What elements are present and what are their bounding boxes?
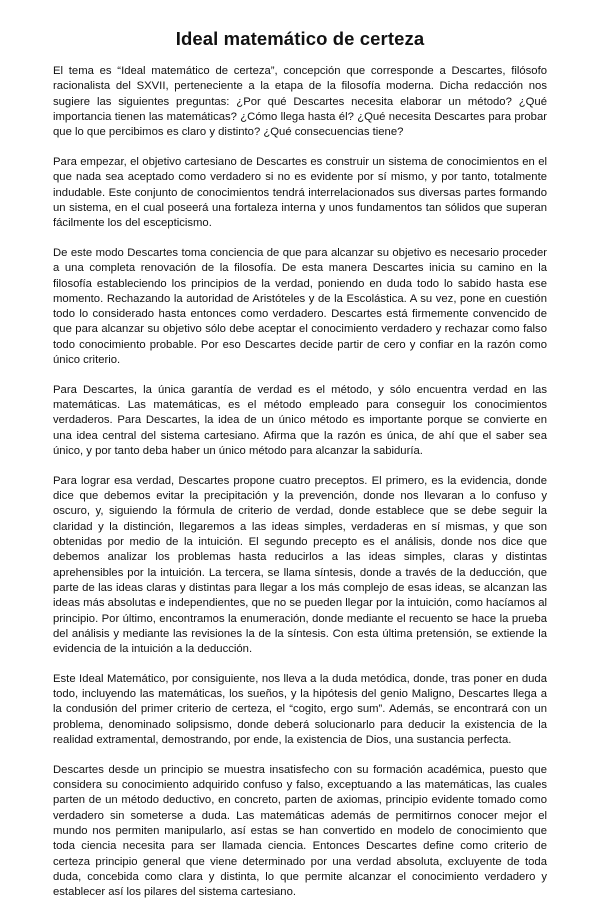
paragraph-methodical-doubt: Este Ideal Matemático, por consiguiente, nos lleva a la duda metódica, donde, tras poner en duda todo, incluyendo las matemáticas, los sueños, y la hipótesis del genio Maligno, Descartes llega a la condusión del primer criterio de certeza, el “cogito, ergo sum”. Además, se encontrará con un problema, denominado solipsismo, donde deberá solucionarlo para deducir la existencia de la realidad extramental, demostrando, por ende, la existencia de Dios, una sustancia perfecta.: [53, 672, 547, 747]
paragraph-introduction: El tema es “Ideal matemático de certeza”, concepción que corresponde a Descartes, filósofo racionalista del SXVII, perteneciente a la etapa de la filosofía moderna. Dicha redacción nos sugiere las siguientes preguntas: ¿Por qué Descartes necesita elaborar un método? ¿Qué importancia tienen las matemáticas? ¿Cómo llega hasta él? ¿Qué necesita Descartes para probar que lo que percibimos es claro y distinto? ¿Qué consecuencias tiene?: [53, 65, 547, 139]
document-title: Ideal matemático de certeza: [175, 28, 425, 49]
paragraph-method: Para Descartes, la única garantía de verdad es el método, y sólo encuentra verdad en las matemáticas. Las matemáticas, es el método empleado para conseguir los conocimientos verdaderos. Para Descartes, la idea de un único método es importante porque se convierte en una idea central del sistema cartesiano. Afirma que la razón es única, de ahí que el saber sea único, y por tanto deba haber un único método para alcanzar la sabiduría.: [53, 383, 547, 458]
paragraph-precepts: Para lograr esa verdad, Descartes propone cuatro preceptos. El primero, es la evidencia, donde dice que debemos evitar la precipitación y la prevención, donde nos llevaran a lo confuso y oscuro, y, siguiendo la fórmula de criterio de verdad, donde establece que se debe seguir la claridad y la distinción, llegaremos a las ideas simples, verdaderas en sí mismas, y que son obtenidas por medio de la intuición. El segundo precepto es el análisis, donde nos dice que debemos analizar los problemas hasta reducirlos a las ideas simples, claras y distintas aprehensibles por la intuición. La tercera, se llama síntesis, donde a través de la deducción, que parte de las ideas claras y distintas para llegar a los más complejo de esas ideas, se alcanzan las ideas más absolutas e independientes, que no se pueden llegar por la intuición, como hacíamos al principio. Por último, encontramos la enumeración, donde mediante el recuento se hace la prueba del análisis y mediante las revisiones la de la síntesis. Con esta última pretensión, se extiende la evidencia de la intuición a la deducción.: [53, 474, 547, 656]
paragraph-conclusion: Descartes desde un principio se muestra insatisfecho con su formación académica, puesto que considera su conocimiento adquirido confuso y falso, exceptuando a las matemáticas, las cuales parten de un método deductivo, en concreto, parten de axiomas, principio evidente tomado como verdadero sin someterse a duda. Las matemáticas además de permitirnos conocer mejor el mundo nos permiten manipularlo, así estas se han convertido en modelo de conocimiento que toda ciencia necesita para ser llamada ciencia. Entonces Descartes define como criterio de certeza principio general que viene determinado por una verdad absoluta, excluyente de toda duda, concebida como clara y distinta, lo que permite alcanzar el conocimiento verdadero y establecer así los pilares del sistema cartesiano.: [53, 763, 547, 899]
paragraph-renovation: De este modo Descartes toma conciencia de que para alcanzar su objetivo es necesario proceder a una completa renovación de la filosofía. De esta manera Descartes inicia su camino en la filosofía estableciendo los principios de la verdad, poniendo en duda todo lo sabido hasta ese momento. Rechazando la autoridad de Aristóteles y de la Escolástica. A su vez, pone en cuestión todo lo considerado hasta entonces como verdadero. Descartes está firmemente convencido de que para alcanzar su objetivo sólo debe aceptar el conocimiento verdadero y rechazar como falso todo conocimiento probable. Por eso Descartes decide partir de cero y confiar en la razón como único criterio.: [53, 246, 547, 367]
paragraph-objective: Para empezar, el objetivo cartesiano de Descartes es construir un sistema de conocimientos en el que nada sea aceptado como verdadero si no es evidente por sí mismo, y por tanto, totalmente indudable. Este conjunto de conocimientos tendrá interrelacionados sus diversas partes formando un sistema, en el cual poseerá una fortaleza interna y unos fundamentos tan sólidos que superan fácilmente los del escepticismo.: [53, 155, 547, 230]
